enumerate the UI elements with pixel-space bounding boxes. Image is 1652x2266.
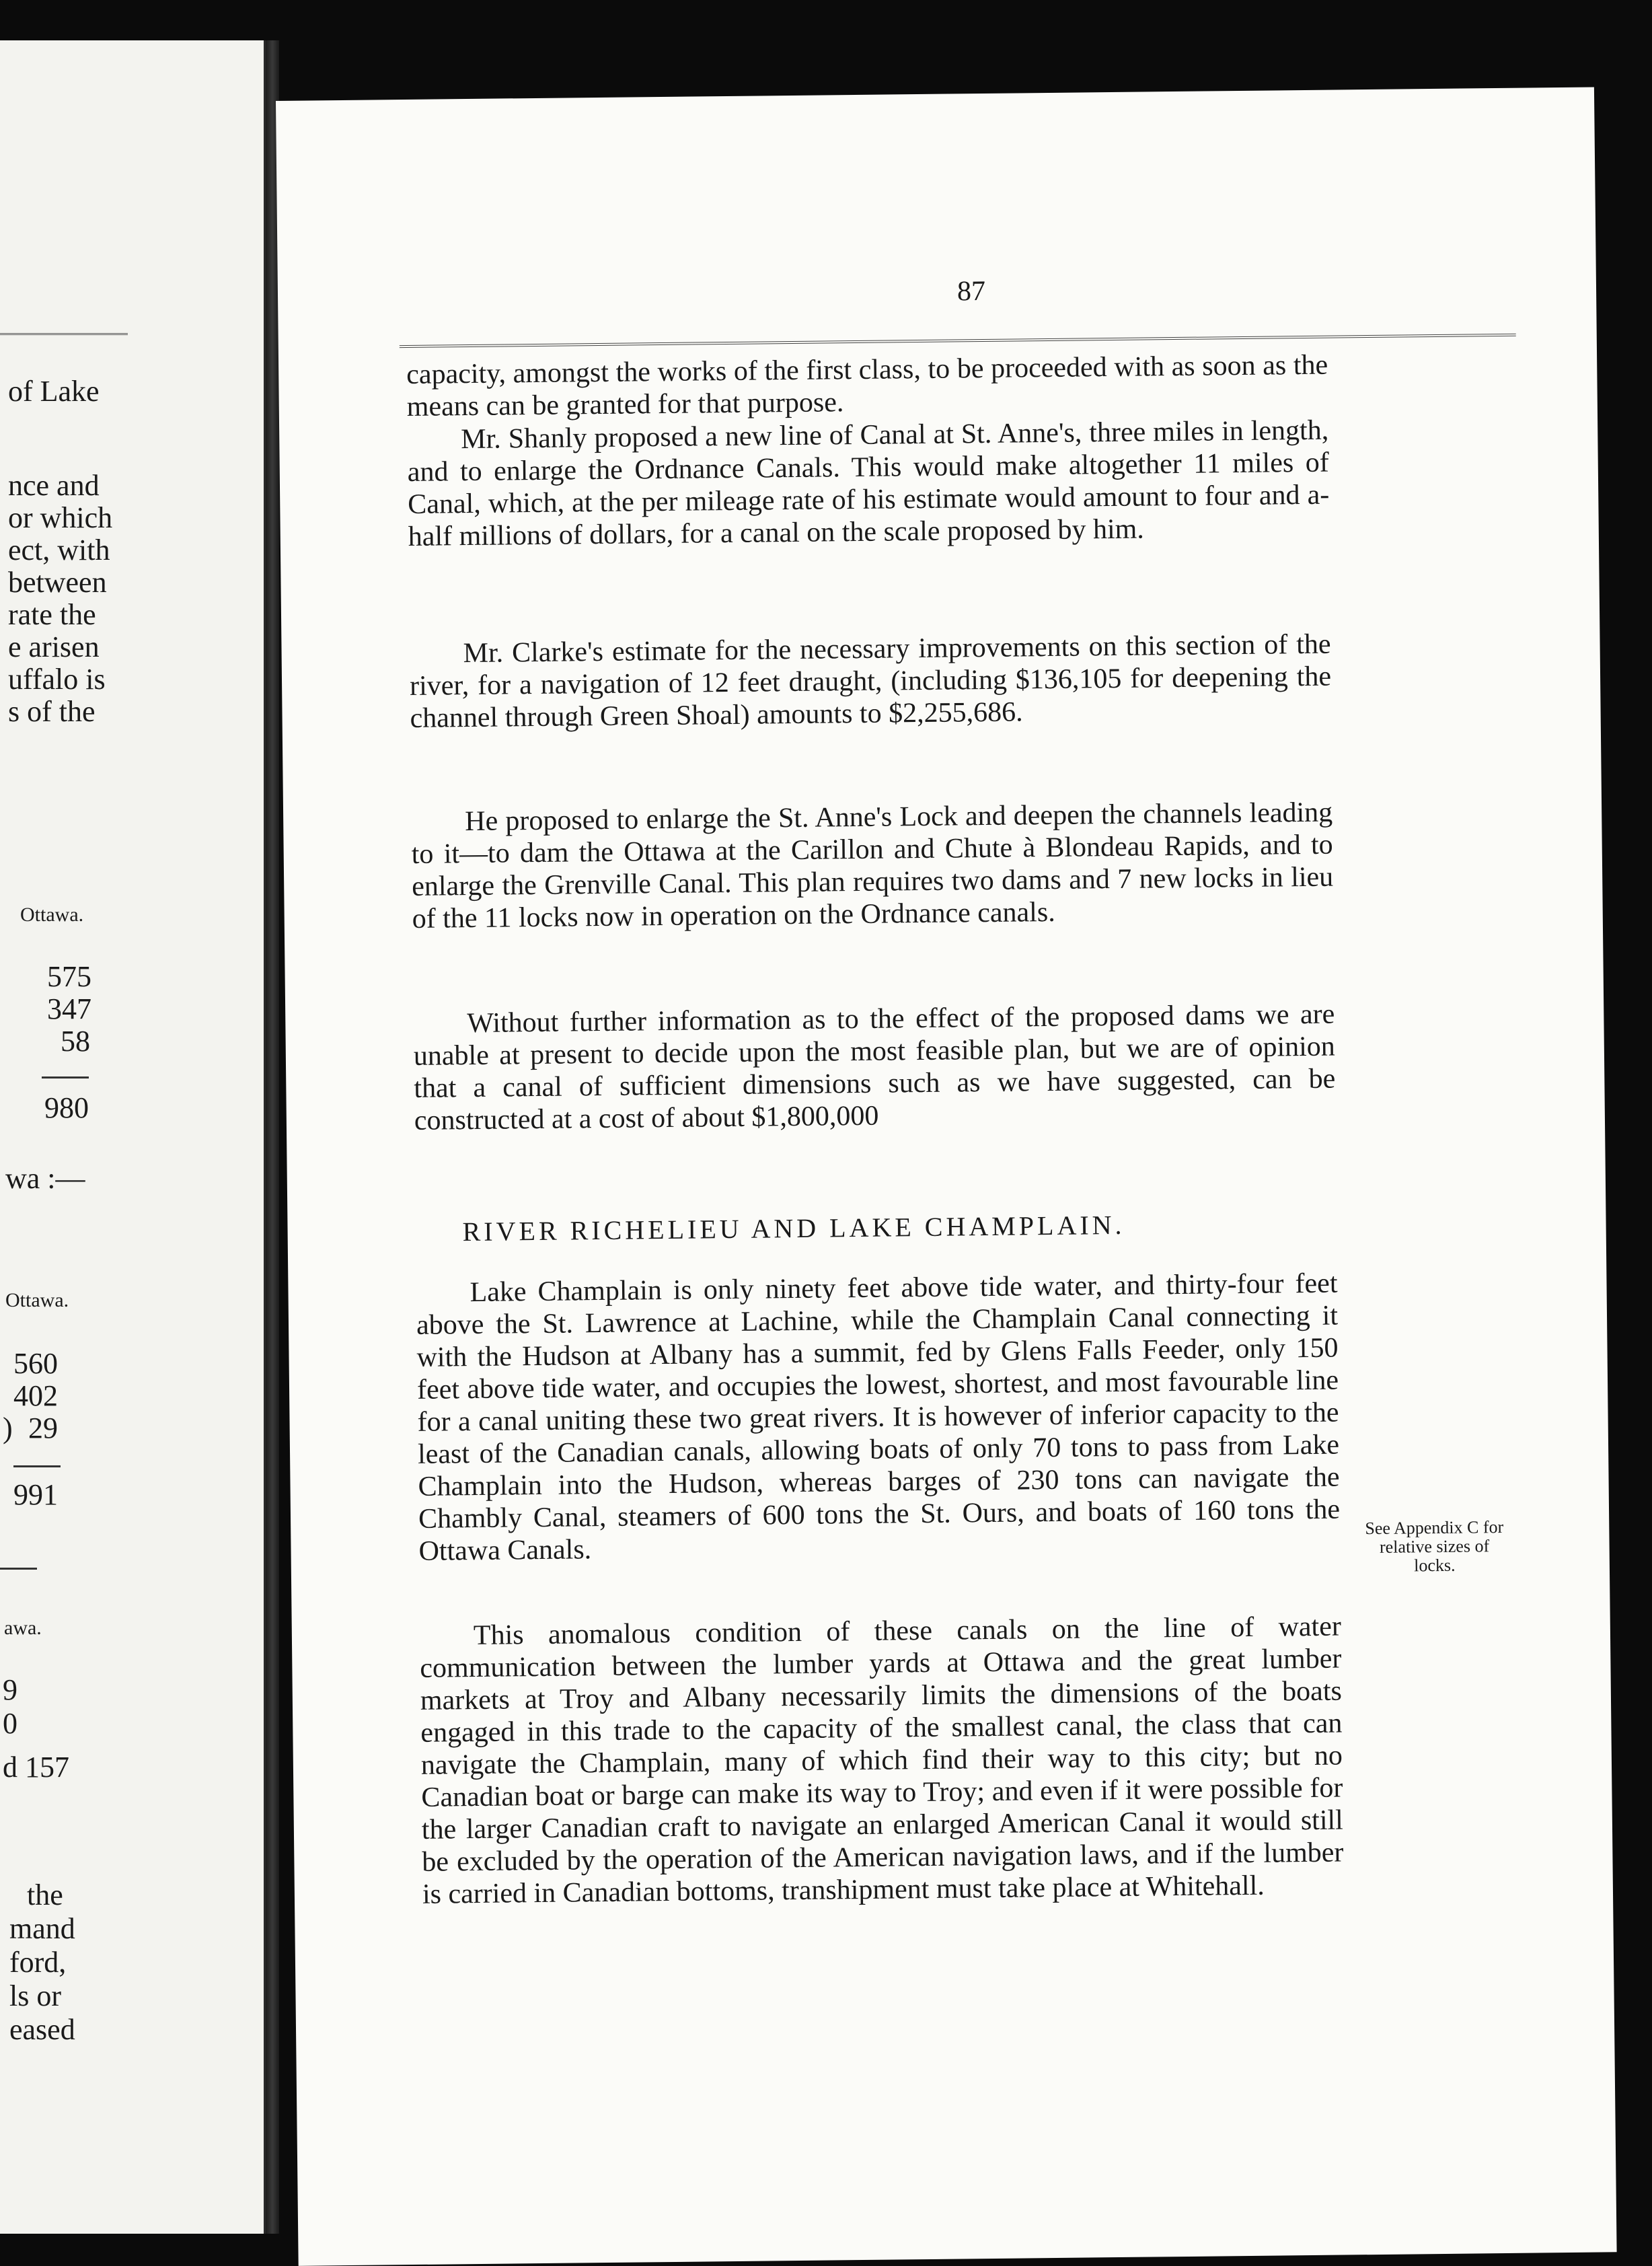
table2-value: 560 — [13, 1347, 58, 1380]
section-heading: RIVER RICHELIEU AND LAKE CHAMPLAIN. — [462, 1209, 1125, 1247]
paragraph-6: Lake Champlain is only ninety feet above tide water, and thirty-four feet above the St. Lawrence at Lachine, while the Champlain Canal connecting it with the Hudson at Albany has a summit, fed by Glens Falls Feeder, only 150 feet above tide water, and occupies the lowest, shortest, and most favourable line for a canal uniting these two great rivers. It is however of inferior capacity to the least of the Canadian canals, allowing boats of only 70 tons to pass from Lake Champlain into the Hudson, whereas barges of 230 tons can navigate the Chambly Canal, steamers of 600 tons the St. Ours, and boats of 160 tons the Ottawa Canals. — [416, 1268, 1341, 1567]
table2-total: 991 — [13, 1478, 58, 1511]
paragraph-2: Mr. Shanly proposed a new line of Canal at St. Anne's, three miles in length, and to enlarge the Ordnance Canals. This would make altogether 11 miles of Canal, which, at the per mileage rate of his estimate would amount to four and a-half millions of dollars, for a canal on the scale proposed by him. — [407, 414, 1330, 552]
left-line: e arisen — [8, 630, 100, 663]
paragraph-1: capacity, amongst the works of the first class, to be proceeded with as soon as the means can be granted for that purpose. — [406, 349, 1328, 423]
left-line: ect, with — [8, 534, 110, 566]
paragraph-7: This anomalous condition of these canals on the line of water communication between the lumber yards at Ottawa and the great lumber markets at Troy and Albany necessarily limits the dimensions of the boats engaged in this trade to the capacity of the smallest canal, the class that can navigate the Champlain, many of which find their way to this city; but no Canadian boat or barge can make its way to Troy; and even if it were possible for the larger Canadian craft to navigate an enlarged American Canal it would still be excluded by the operation of the American navigation laws, and if the lumber is carried in Canadian bottoms, transhipment must take place at Whitehall. — [420, 1611, 1344, 1910]
left-line: between — [8, 566, 107, 599]
left-page-rule — [0, 1568, 37, 1570]
table1-rule — [42, 1076, 89, 1079]
page-number: 87 — [956, 275, 986, 307]
table3-value: d 157 — [3, 1751, 69, 1784]
left-line: or which — [8, 501, 113, 534]
table2-rule — [13, 1465, 61, 1467]
table3-value: 9 — [3, 1673, 17, 1706]
table1-header: Ottawa. — [20, 904, 84, 926]
table2-value: 402 — [13, 1379, 58, 1412]
paragraph-4: He proposed to enlarge the St. Anne's Lock and deepen the channels leading to it—to dam the Ottawa at the Carillon and Chute à Blondeau Rapids, and to enlarge the Grenville Canal. This plan requires two dams and 7 new locks in lieu of the 11 locks now in operation on the Ordnance canals. — [411, 797, 1334, 935]
paragraph-3: Mr. Clarke's estimate for the necessary improvements on this section of the river, for a navigation of 12 feet draught, (including $136,105 for deepening the channel through Green Shoal) amounts to $2,255,686. — [409, 628, 1332, 734]
left-line: the — [27, 1878, 63, 1911]
left-line: of Lake — [8, 375, 100, 408]
table1-value: 347 — [47, 992, 91, 1025]
left-page-rule — [0, 333, 128, 335]
left-line: uffalo is — [8, 663, 106, 696]
table2-header: Ottawa. — [5, 1289, 69, 1311]
left-line: ls or — [9, 1979, 61, 2012]
table1-value: 575 — [47, 960, 91, 993]
right-page — [276, 87, 1617, 2265]
left-line: ford, — [9, 1946, 67, 1979]
left-line: eased — [9, 2013, 75, 2046]
header-rule — [400, 334, 1516, 348]
table1-value: 58 — [61, 1025, 90, 1058]
table2-value: 29 — [28, 1412, 58, 1445]
book-gutter — [266, 40, 279, 2234]
table2-prefix: ) — [3, 1412, 13, 1445]
paragraph-5: Without further information as to the effect of the proposed dams we are unable at present to decide upon the most feasible plan, but we are of opinion that a canal of sufficient dimensions such as we have suggested, can be constructed at a cost of about $1,800,000 — [413, 998, 1336, 1136]
table3-header: awa. — [4, 1617, 42, 1639]
table1-total: 980 — [44, 1091, 89, 1124]
left-page-fragment — [0, 40, 266, 2234]
margin-note: See Appendix C for relative sizes of locks. — [1365, 1517, 1504, 1576]
table3-value: 0 — [3, 1707, 17, 1740]
table1-caption: wa :— — [5, 1162, 85, 1195]
left-line: rate the — [8, 598, 96, 631]
left-line: nce and — [8, 469, 100, 502]
left-line: mand — [9, 1912, 75, 1945]
left-line: s of the — [8, 695, 96, 728]
